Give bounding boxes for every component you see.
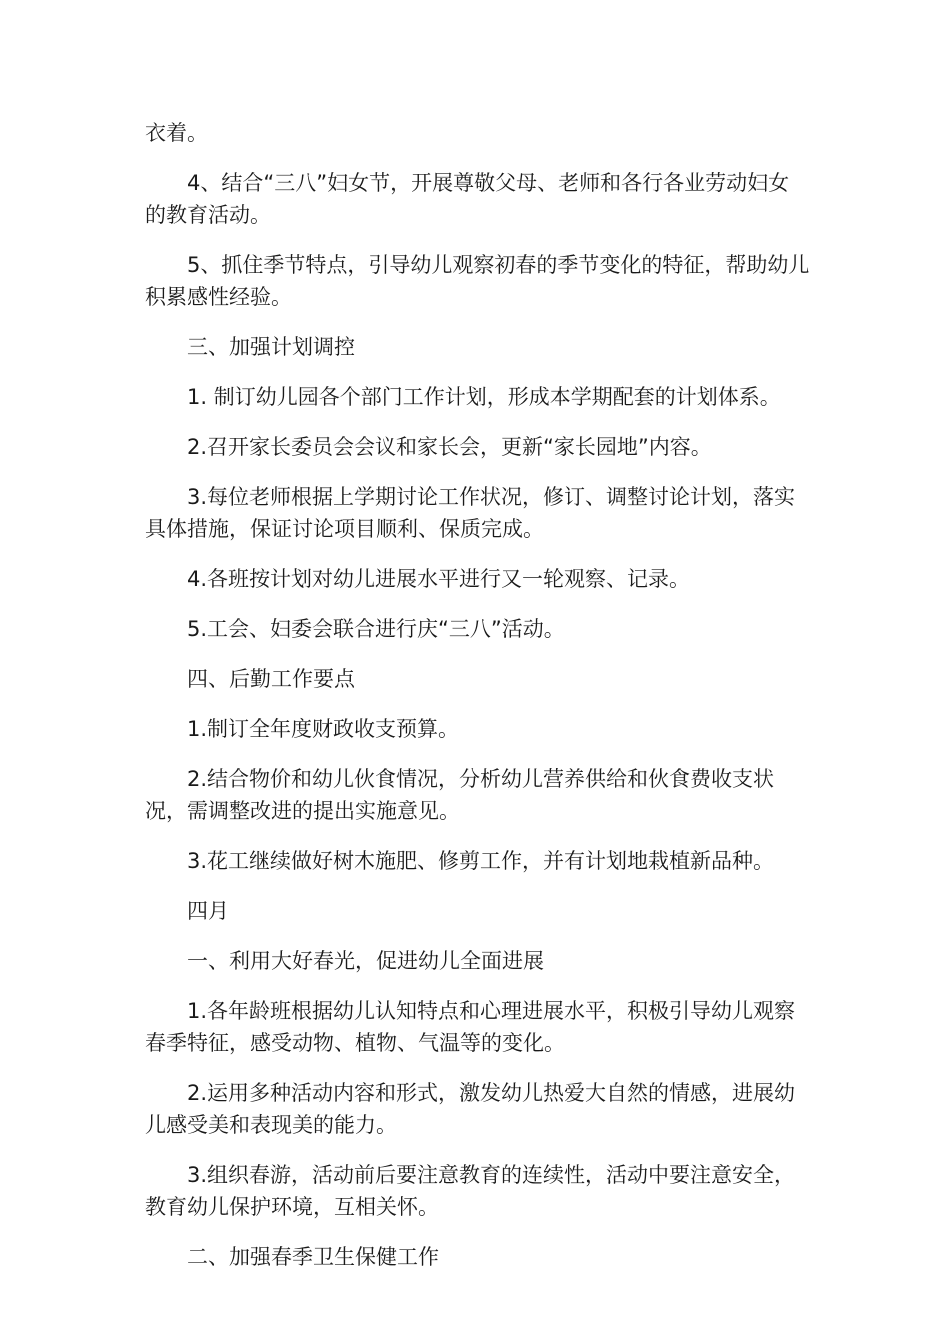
section-heading-4: 四、后勤工作要点 [187,667,355,691]
document-body [145,117,810,1291]
paragraph-logistics-3: 3.花工继续做好树木施肥、修剪工作，并有计划地栽植新品种。 [187,849,775,873]
paragraph-item-5: 5、抓住季节特点，引导幼儿观察初春的季节变化的特征，帮助幼儿积累感性经验。 [145,253,810,309]
paragraph-april-2: 2.运用多种活动内容和形式，激发幼儿热爱大自然的情感，进展幼儿感受美和表现美的能力。 [145,1081,796,1137]
month-heading-april: 四月 [187,899,229,923]
paragraph-april-1: 1.各年龄班根据幼儿认知特点和心理进展水平，积极引导幼儿观察春季特征，感受动物、植物、气温等的变化。 [145,999,796,1055]
paragraph-plan-1: 1. 制订幼儿园各个部门工作计划，形成本学期配套的计划体系。 [187,385,781,409]
paragraph-plan-2: 2.召开家长委员会会议和家长会，更新“家长园地”内容。 [187,435,712,459]
paragraph-logistics-2: 2.结合物价和幼儿伙食情况，分析幼儿营养供给和伙食费收支状况，需调整改进的提出实施意见。 [145,767,775,823]
paragraph-plan-5: 5.工会、妇委会联合进行庆“三八”活动。 [187,617,565,641]
paragraph-plan-4: 4.各班按计划对幼儿进展水平进行又一轮观察、记录。 [187,567,691,591]
section-heading-april-1: 一、利用大好春光，促进幼儿全面进展 [187,949,544,973]
section-heading-april-2: 二、加强春季卫生保健工作 [187,1245,439,1269]
paragraph-item-4: 4、结合“三八”妇女节，开展尊敬父母、老师和各行各业劳动妇女的教育活动。 [145,171,790,227]
paragraph-plan-3: 3.每位老师根据上学期讨论工作状况，修订、调整讨论计划，落实具体措施，保证讨论项目顺利、保质完成。 [145,485,796,541]
paragraph-logistics-1: 1.制订全年度财政收支预算。 [187,717,460,741]
paragraph-april-3: 3.组织春游，活动前后要注意教育的连续性，活动中要注意安全，教育幼儿保护环境，互相关怀。 [145,1163,796,1219]
paragraph-continuation: 衣着。 [145,121,208,145]
section-heading-3: 三、加强计划调控 [187,335,355,359]
